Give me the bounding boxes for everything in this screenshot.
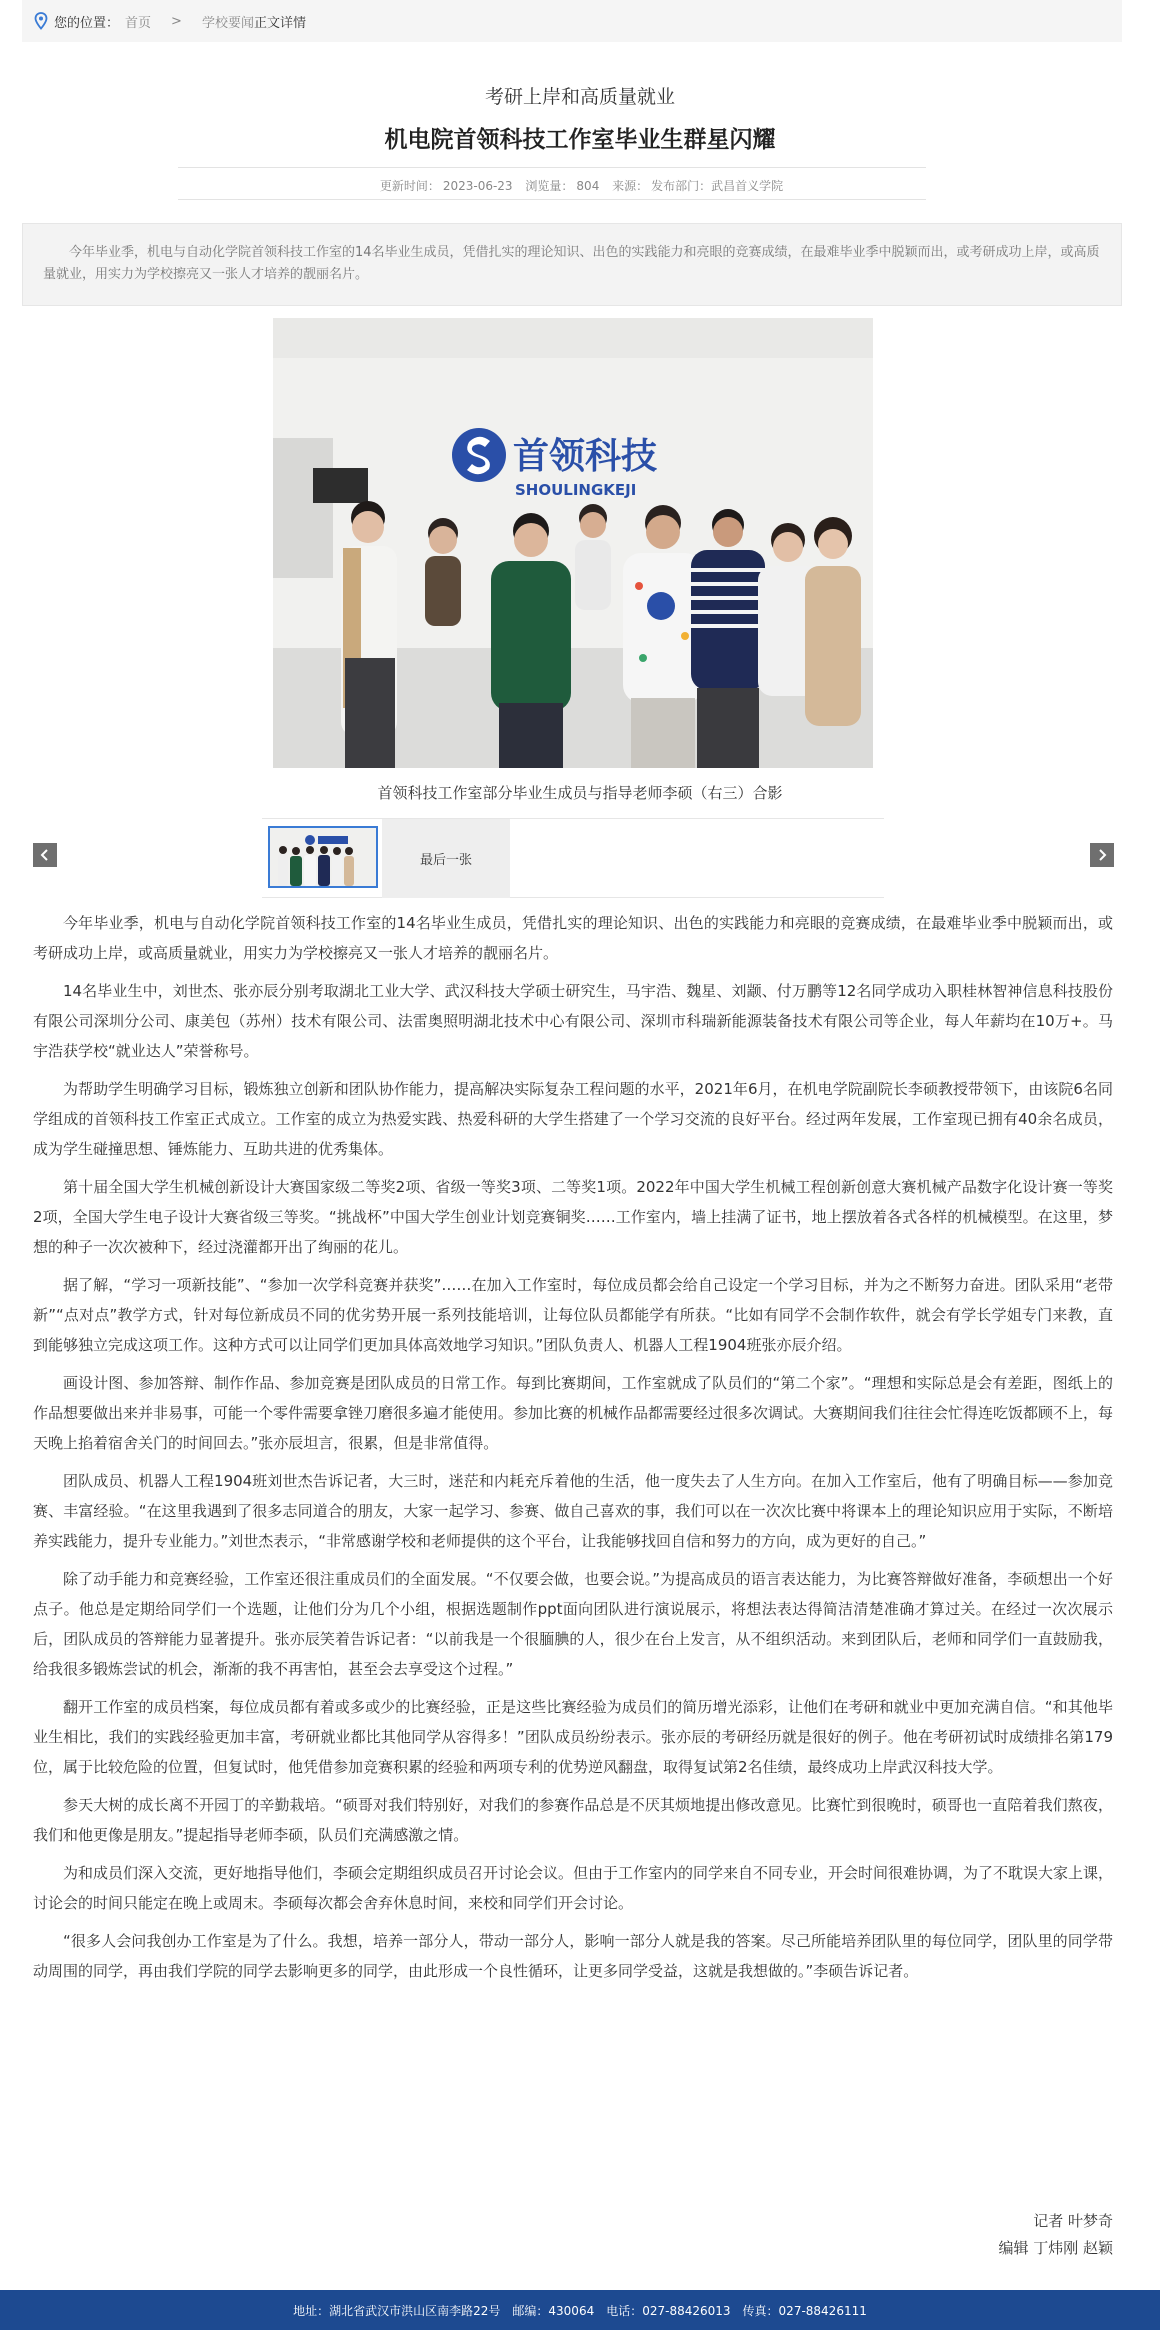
chevron-right-icon bbox=[1096, 849, 1108, 861]
footer-address: 地址：湖北省武汉市洪山区南李路22号 bbox=[293, 2303, 501, 2318]
gallery-next-button[interactable] bbox=[1090, 843, 1114, 867]
site-footer bbox=[0, 2290, 1160, 2330]
meta-divider-top bbox=[178, 167, 926, 168]
paragraph: 为帮助学生明确学习目标，锻炼独立创新和团队协作能力，提高解决实际复杂工程问题的水平，2021年6月，在机电学院副院长李硕教授带领下，由该院6名同学组成的首领科技工作室正式成立。工作室的成立为热爱实践、热爱科研的大学生搭建了一个学习交流的良好平台。经过两年发展，工作室现已拥有40余名成员，成为学生碰撞思想、锤炼能力、互助共进的优秀集体。 bbox=[33, 1080, 1113, 1158]
breadcrumb-section-link[interactable]: 学校要闻 bbox=[201, 15, 254, 31]
views-count: 804 bbox=[576, 179, 600, 193]
paragraph: 据了解，“学习一项新技能”、“参加一次学科竞赛并获奖”……在加入工作室时，每位成员都会给自己设定一个学习目标，并为之不断努力奋进。团队采用“老带新”“点对点”教学方式，针对每位新成员不同的优劣势开展一系列技能培训，让每位队员都能学有所获。“比如有同学不会制作软件，就会有学长学姐专门来教，直到能够独立完成这项工作。这种方式可以让同学们更加具体高效地学习知识。”团队负责人、机器人工程1904班张亦辰介绍。 bbox=[33, 1276, 1113, 1354]
meta-divider-bottom bbox=[178, 199, 926, 200]
reporter-credit: 记者 叶梦奇 bbox=[1033, 2212, 1113, 2230]
gallery-last-label[interactable]: 最后一张 bbox=[382, 819, 510, 898]
thumbnail-image bbox=[270, 828, 376, 886]
gallery-prev-button[interactable] bbox=[33, 843, 57, 867]
updated-label: 更新时间： bbox=[379, 179, 440, 193]
source-label: 来源： bbox=[612, 179, 649, 193]
photo-logo-text: 首领科技 bbox=[513, 436, 658, 477]
paragraph: 翻开工作室的成员档案，每位成员都有着或多或少的比赛经验，正是这些比赛经验为成员们的简历增光添彩，让他们在考研和就业中更加充满自信。“和其他毕业生相比，我们的实践经验更加丰富，考研就业都比其他同学从容得多！”团队成员纷纷表示。张亦辰的考研经历就是很好的例子。他在考研初试时成绩排名第179位，属于比较危险的位置，但复试时，他凭借参加竞赛积累的经验和两项专利的优势逆风翻盘，取得复试第2名佳绩，最终成功上岸武汉科技大学。 bbox=[33, 1698, 1113, 1776]
gallery-strip bbox=[262, 818, 884, 898]
article-subtitle: 考研上岸和高质量就业 bbox=[484, 86, 675, 108]
breadcrumb bbox=[22, 0, 1122, 42]
breadcrumb-separator: > bbox=[171, 13, 182, 29]
paragraph: 今年毕业季，机电与自动化学院首领科技工作室的14名毕业生成员，凭借扎实的理论知识、出色的实践能力和亮眼的竞赛成绩，在最难毕业季中脱颖而出，或考研成功上岸，或高质量就业，用实力为学校擦亮又一张人才培养的靓丽名片。 bbox=[33, 914, 1113, 962]
paragraph: 第十届全国大学生机械创新设计大赛国家级二等奖2项、省级一等奖3项、二等奖1项。2022年中国大学生机械工程创新创意大赛机械产品数字化设计赛一等奖2项，全国大学生电子设计大赛省级三等奖。“挑战杯”中国大学生创业计划竞赛铜奖……工作室内，墙上挂满了证书，地上摆放着各式各样的机械模型。在这里，梦想的种子一次次被种下，经过浇灌都开出了绚丽的花儿。 bbox=[33, 1178, 1113, 1256]
group-photo bbox=[273, 318, 873, 768]
article-body bbox=[33, 908, 1113, 1994]
breadcrumb-label: 您的位置： bbox=[54, 15, 120, 31]
chevron-left-icon bbox=[39, 849, 51, 861]
views-label: 浏览量： bbox=[525, 179, 574, 193]
breadcrumb-current: 正文详情 bbox=[253, 15, 306, 31]
paragraph: “很多人会问我创办工作室是为了什么。我想，培养一部分人，带动一部分人，影响一部分人就是我的答案。尽己所能培养团队里的每位同学，团队里的同学带动周围的同学，再由我们学院的同学去影响更多的同学，由此形成一个良性循环，让更多同学受益，这就是我想做的。”李硕告诉记者。 bbox=[33, 1932, 1113, 1980]
paragraph: 除了动手能力和竞赛经验，工作室还很注重成员们的全面发展。“不仅要会做，也要会说。”为提高成员的语言表达能力，为比赛答辩做好准备，李硕想出一个好点子。他总是定期给同学们一个选题，让他们分为几个小组，根据选题制作ppt面向团队进行演说展示，将想法表达得简洁清楚准确才算过关。在经过一次次展示后，团队成员的答辩能力显著提升。张亦辰笑着告诉记者：“以前我是一个很腼腆的人，很少在台上发言，从不组织活动。来到团队后，老师和同学们一直鼓励我，给我很多锻炼尝试的机会，渐渐的我不再害怕，甚至会去享受这个过程。” bbox=[33, 1570, 1113, 1678]
paragraph: 为和成员们深入交流，更好地指导他们，李硕会定期组织成员召开讨论会议。但由于工作室内的同学来自不同专业，开会时间很难协调，为了不耽误大家上课，讨论会的时间只能定在晚上或周末。李硕每次都会舍弃休息时间，来校和同学们开会讨论。 bbox=[33, 1864, 1114, 1912]
footer-fax: 传真：027-88426111 bbox=[742, 2303, 867, 2318]
updated-date: 2023-06-23 bbox=[442, 179, 513, 193]
article-meta bbox=[0, 177, 1160, 194]
photo-caption: 首领科技工作室部分毕业生成员与指导老师李硕（右三）合影 bbox=[377, 784, 783, 802]
paragraph: 团队成员、机器人工程1904班刘世杰告诉记者，大三时，迷茫和内耗充斥着他的生活，他一度失去了人生方向。在加入工作室后，他有了明确目标——参加竞赛、丰富经验。“在这里我遇到了很多志同道合的朋友，大家一起学习、参赛、做自己喜欢的事，我们可以在一次次比赛中将课本上的理论知识应用于实际，不断培养实践能力，提升专业能力。”刘世杰表示，“非常感谢学校和老师提供的这个平台，让我能够找回自信和努力的方向，成为更好的自己。” bbox=[33, 1472, 1113, 1550]
footer-postcode: 邮编：430064 bbox=[512, 2303, 595, 2318]
location-pin-icon bbox=[34, 12, 48, 30]
breadcrumb-home-link[interactable]: 首页 bbox=[125, 15, 152, 31]
group-photo-illustration bbox=[273, 318, 873, 768]
paragraph: 画设计图、参加答辩、制作作品、参加竞赛是团队成员的日常工作。每到比赛期间，工作室就成了队员们的“第二个家”。“理想和实际总是会有差距，图纸上的作品想要做出来并非易事，可能一个零件需要拿锉刀磨很多遍才能使用。参加比赛的机械作品都需要经过很多次调试。大赛期间我们往往会忙得连吃饭都顾不上，每天晚上掐着宿舍关门的时间回去。”张亦辰坦言，很累，但是非常值得。 bbox=[33, 1374, 1114, 1452]
paragraph: 14名毕业生中，刘世杰、张亦辰分别考取湖北工业大学、武汉科技大学硕士研究生，马宇浩、魏星、刘颛、付万鹏等12名同学成功入职桂林智神信息科技股份有限公司深圳分公司、康美包（苏州）技术有限公司、法雷奥照明湖北技术中心有限公司、深圳市科瑞新能源装备技术有限公司等企业，每人年薪均在10万+。马宇浩获学校“就业达人”荣誉称号。 bbox=[33, 982, 1113, 1060]
article-summary: 今年毕业季，机电与自动化学院首领科技工作室的14名毕业生成员，凭借扎实的理论知识、出色的实践能力和亮眼的竞赛成绩，在最难毕业季中脱颖而出，或考研成功上岸，或高质量就业，用实力为学校擦亮又一张人才培养的靓丽名片。 bbox=[22, 223, 1122, 306]
footer-phone: 电话：027-88426013 bbox=[606, 2303, 731, 2318]
paragraph: 参天大树的成长离不开园丁的辛勤栽培。“硕哥对我们特别好，对我们的参赛作品总是不厌其烦地提出修改意见。比赛忙到很晚时，硕哥也一直陪着我们熬夜，我们和他更像是朋友。”提起指导老师李硕，队员们充满感激之情。 bbox=[33, 1796, 1113, 1844]
photo-logo-sub: SHOULINGKEJI bbox=[515, 481, 637, 499]
source-value: 发布部门：武昌首义学院 bbox=[651, 179, 784, 193]
editor-credit: 编辑 丁炜刚 赵颖 bbox=[998, 2239, 1113, 2257]
article-title: 机电院首领科技工作室毕业生群星闪耀 bbox=[384, 127, 776, 153]
gallery-thumbnail[interactable] bbox=[268, 826, 378, 888]
